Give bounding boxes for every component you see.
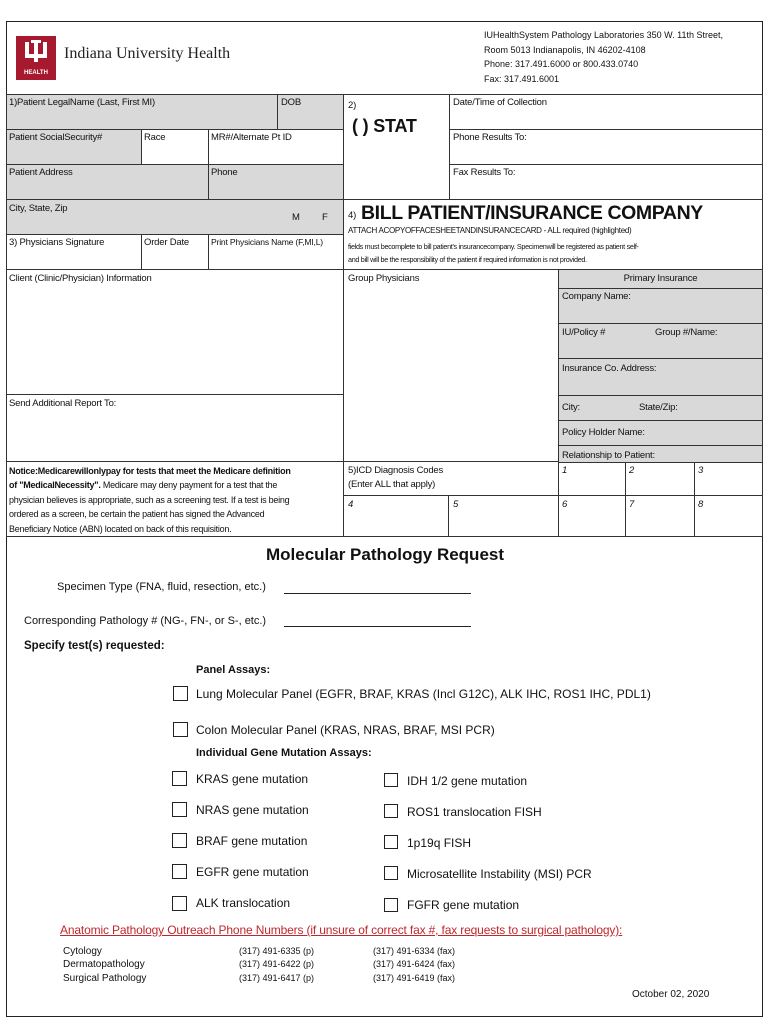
billing-note-line1: fields must becomplete to bill patient's insurancecompany. Specimenwill be registered as patient self- [348, 242, 639, 251]
icd-code-3-label: 3 [698, 465, 704, 476]
print-physician-name-label: Print Physicians Name (F,MI,L) [211, 237, 323, 247]
specimen-type-input[interactable] [284, 593, 471, 594]
race-label: Race [144, 132, 166, 143]
client-info-field[interactable] [6, 269, 344, 395]
icd-code-6[interactable] [558, 495, 626, 537]
1p19q-checkbox[interactable] [384, 835, 398, 849]
idh-label: IDH 1/2 gene mutation [407, 774, 528, 788]
specimen-type-label: Specimen Type (FNA, fluid, resection, etc.) [57, 581, 266, 593]
insurance-header-label: Primary Insurance [623, 273, 698, 284]
lab-address: IUHealthSystem Pathology Laboratories 350 W. 11th Street, Room 5013 Indianapolis, IN 46202-4108 Phone: 317.491.6000 or 800.433.0740 Fax: 317.491.6001 [484, 30, 723, 84]
patient-name-label: 1)Patient LegalName (Last, First MI) [9, 97, 155, 108]
medicare-notice-text: Notice:Medicarewillonlypay for tests that meet the Medicare definition of "MedicalNecessity". Medicare may deny payment for a test that the physician believes is appropriate, such as a screening test. If a test is being ordered as a screen, be certain the patient has signed the Advanced Beneficiary Notice (ABN) located on back of this requisition. [9, 466, 291, 534]
insurance-policy-label: IU/Policy # [562, 327, 606, 338]
phone-dermatopathology: (317) 491-6422 (p) [239, 959, 315, 970]
icd-code-1[interactable] [558, 462, 626, 496]
phone-results-label: Phone Results To: [453, 132, 527, 143]
icd-code-5-label: 5 [453, 499, 459, 510]
logo-text: HEALTH [24, 70, 48, 76]
client-info-label: Client (Clinic/Physician) Information [9, 273, 152, 284]
panel-assays-header: Panel Assays: [196, 664, 271, 676]
ros1-checkbox[interactable] [384, 804, 398, 818]
specify-tests-label: Specify test(s) requested: [24, 640, 165, 652]
icd-code-6-label: 6 [562, 499, 568, 510]
city-state-zip-label: City, State, Zip [9, 203, 68, 214]
dept-cytology: Cytology [63, 946, 102, 957]
patient-address-label: Patient Address [9, 167, 73, 178]
fax-dermatopathology: (317) 491-6424 (fax) [373, 959, 456, 970]
group-physicians-field[interactable] [343, 269, 559, 462]
stat-label[interactable]: ( ) STAT [352, 116, 417, 136]
msi-checkbox[interactable] [384, 866, 398, 880]
corresponding-pathology-label: Corresponding Pathology # (NG-, FN-, or S-, etc.) [24, 615, 267, 627]
fax-cytology: (317) 491-6334 (fax) [373, 946, 456, 956]
insurance-group-label: Group #/Name: [655, 327, 718, 338]
icd-code-4[interactable] [343, 495, 449, 537]
icd-code-2[interactable] [625, 462, 695, 496]
icd-subtitle: (Enter ALL that apply) [348, 479, 436, 490]
icd-code-2-label: 2 [629, 465, 635, 476]
physician-signature-label: 3) Physicians Signature [9, 237, 105, 248]
1p19q-label: 1p19q FISH [407, 836, 472, 850]
insurance-company-label: Company Name: [562, 291, 631, 302]
alk-checkbox[interactable] [172, 896, 187, 911]
insurance-address-label: Insurance Co. Address: [562, 363, 657, 374]
icd-code-4-label: 4 [348, 499, 354, 510]
request-title: Molecular Pathology Request [265, 545, 505, 564]
icd-code-5[interactable] [448, 495, 559, 537]
dept-dermatopathology: Dermatopathology [63, 959, 145, 971]
icd-code-7-label: 7 [629, 499, 635, 510]
billing-number: 4) [348, 210, 357, 221]
footer-date: October 02, 2020 [632, 989, 710, 1000]
idh-checkbox[interactable] [384, 773, 398, 787]
lung-panel-label: Lung Molecular Panel (EGFR, BRAF, KRAS (Incl G12C), ALK IHC, ROS1 IHC, PDL1) [196, 687, 651, 701]
phone-surgical: (317) 491-6417 (p) [239, 972, 315, 983]
mrn-label: MR#/Alternate Pt ID [211, 132, 292, 143]
gender-male-option[interactable]: M [292, 212, 300, 223]
dob-label: DOB [281, 97, 301, 108]
gender-female-option[interactable]: F [322, 212, 328, 223]
group-physicians-label: Group Physicians [348, 273, 420, 284]
send-report-label: Send Additional Report To: [9, 398, 117, 409]
relationship-label: Relationship to Patient: [562, 450, 655, 461]
kras-label: KRAS gene mutation [196, 772, 309, 786]
insurance-city-label: City: [562, 402, 581, 413]
ros1-label: ROS1 translocation FISH [407, 805, 542, 819]
iu-health-logo [16, 36, 56, 80]
corresponding-pathology-input[interactable] [284, 626, 471, 627]
org-name: Indiana University Health [64, 45, 231, 62]
lung-panel-checkbox[interactable] [173, 686, 188, 701]
dept-surgical: Surgical Pathology [63, 972, 147, 984]
phone-cytology: (317) 491-6335 (p) [239, 946, 315, 956]
icd-title: 5)ICD Diagnosis Codes [348, 465, 444, 476]
ssn-label: Patient SocialSecurity# [9, 132, 103, 143]
msi-label: Microsatellite Instability (MSI) PCR [407, 867, 592, 881]
alk-label: ALK translocation [196, 896, 291, 910]
fax-surgical: (317) 491-6419 (fax) [373, 972, 456, 983]
policy-holder-label: Policy Holder Name: [562, 427, 645, 438]
fax-results-label: Fax Results To: [453, 167, 516, 178]
trident-icon [16, 36, 56, 70]
billing-attach-note: ATTACH ACOPYOFFACESHEETANDINSURANCECARD - ALL required (highlighted) [348, 226, 632, 235]
colon-panel-label: Colon Molecular Panel (KRAS, NRAS, BRAF, MSI PCR) [196, 723, 495, 737]
insurance-state-zip-label: State/Zip: [639, 402, 678, 413]
nras-label: NRAS gene mutation [196, 803, 309, 817]
icd-code-1-label: 1 [562, 465, 568, 476]
stat-number: 2) [348, 100, 357, 111]
collection-datetime-label: Date/Time of Collection [453, 97, 547, 108]
icd-code-3[interactable] [694, 462, 763, 496]
egfr-label: EGFR gene mutation [196, 865, 309, 879]
braf-checkbox[interactable] [172, 833, 187, 848]
billing-title: BILL PATIENT/INSURANCE COMPANY [361, 202, 703, 224]
order-date-label: Order Date [144, 237, 189, 248]
billing-note-line2: and bill will be the responsibility of the patient if required information is not provided. [348, 255, 587, 264]
braf-label: BRAF gene mutation [196, 834, 308, 848]
nras-checkbox[interactable] [172, 802, 187, 817]
fgfr-label: FGFR gene mutation [407, 898, 520, 912]
icd-code-8[interactable] [694, 495, 763, 537]
icd-code-7[interactable] [625, 495, 695, 537]
patient-phone-label: Phone [211, 167, 238, 178]
egfr-checkbox[interactable] [172, 864, 187, 879]
outreach-title: Anatomic Pathology Outreach Phone Numbers (if unsure of correct fax #, fax requests to surgical pathology): [60, 923, 623, 937]
icd-code-8-label: 8 [698, 499, 704, 510]
individual-assays-header: Individual Gene Mutation Assays: [196, 747, 372, 759]
kras-checkbox[interactable] [172, 771, 187, 786]
stat-box[interactable] [343, 94, 450, 200]
colon-panel-checkbox[interactable] [173, 722, 188, 737]
fgfr-checkbox[interactable] [384, 898, 398, 912]
